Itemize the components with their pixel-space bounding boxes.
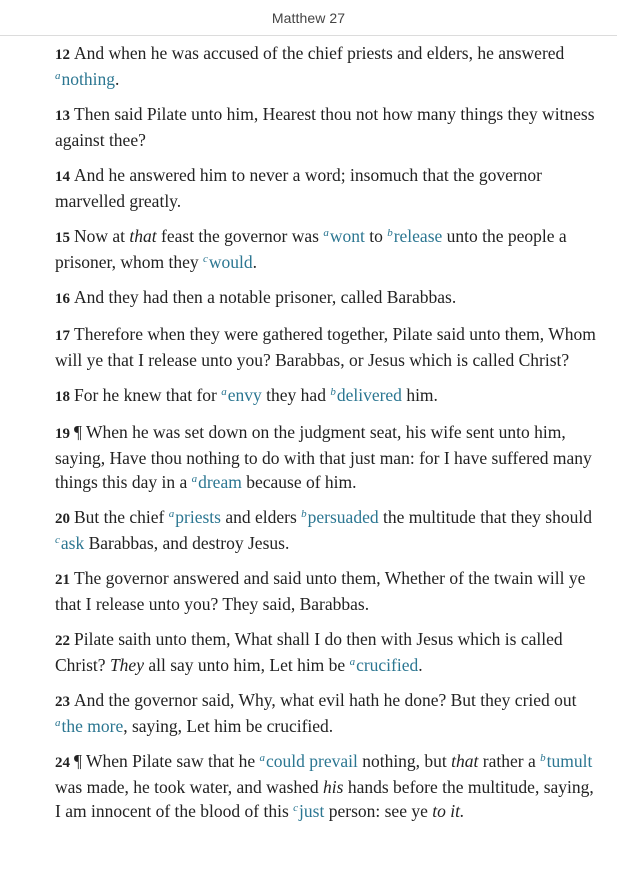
verse-text: they had xyxy=(261,385,331,405)
footnote-link[interactable] xyxy=(169,507,221,527)
verse-number[interactable]: 22 xyxy=(55,633,70,649)
verse-number[interactable]: 21 xyxy=(55,572,70,588)
scripture-content xyxy=(0,36,617,823)
footnote-link[interactable] xyxy=(55,69,115,89)
footnote-link[interactable] xyxy=(330,385,402,405)
verse-13 xyxy=(55,102,599,152)
verse-number[interactable]: 16 xyxy=(55,291,70,307)
verse-number[interactable]: 23 xyxy=(55,694,70,710)
footnote-link[interactable] xyxy=(323,226,365,246)
verse-text: For he knew that for xyxy=(74,385,222,405)
verse-12 xyxy=(55,41,599,91)
verse-text: all say unto him, Let him be xyxy=(143,655,350,675)
footnote-link[interactable] xyxy=(350,655,419,675)
verse-text: . xyxy=(252,252,258,272)
chapter-header xyxy=(0,0,617,36)
verse-text: feast the governor was xyxy=(156,226,324,246)
footnote-word[interactable]: persuaded xyxy=(307,507,379,527)
footnote-word[interactable]: envy xyxy=(227,385,262,405)
footnote-word[interactable]: release xyxy=(393,226,443,246)
verse-text: And the governor said, Why, what evil hath he done? But they cried out xyxy=(74,690,577,710)
verse-number[interactable]: 18 xyxy=(55,389,70,405)
verse-number[interactable]: 17 xyxy=(55,328,70,344)
verse-text: and elders xyxy=(220,507,302,527)
verse-text: the multitude that they should xyxy=(378,507,592,527)
footnote-marker[interactable]: b xyxy=(301,508,307,520)
verse-16 xyxy=(55,285,599,311)
verse-19 xyxy=(55,420,599,494)
footnote-word[interactable]: priests xyxy=(175,507,221,527)
verse-text: Barabbas, and destroy Jesus. xyxy=(84,533,290,553)
footnote-word[interactable]: wont xyxy=(329,226,365,246)
italic-text: They xyxy=(109,655,144,675)
verse-text: Therefore when they were gathered together, Pilate said unto them, Whom will ye that I release unto you? Barabbas, or Jesus which is called Christ? xyxy=(55,324,596,370)
verse-number[interactable]: 12 xyxy=(55,47,70,63)
footnote-marker[interactable]: b xyxy=(387,227,393,239)
verse-text: rather a xyxy=(478,751,541,771)
footnote-link[interactable] xyxy=(387,226,442,246)
verse-text: And they had then a notable prisoner, called Barabbas. xyxy=(74,287,457,307)
footnote-link[interactable] xyxy=(221,385,262,405)
verse-number[interactable]: 20 xyxy=(55,511,70,527)
footnote-word[interactable]: delivered xyxy=(336,385,402,405)
verse-21 xyxy=(55,566,599,616)
footnote-word[interactable]: nothing xyxy=(61,69,115,89)
footnote-marker[interactable]: b xyxy=(330,386,336,398)
footnote-word[interactable]: tumult xyxy=(546,751,593,771)
verse-number[interactable]: 15 xyxy=(55,230,70,246)
footnote-marker[interactable]: a xyxy=(259,752,265,764)
verse-text: nothing, but xyxy=(357,751,452,771)
footnote-marker[interactable]: a xyxy=(221,386,227,398)
verse-text: Then said Pilate unto him, Hearest thou not how many things they witness against thee? xyxy=(55,104,595,150)
verse-15 xyxy=(55,224,599,274)
verse-text: ¶ When Pilate saw that he xyxy=(74,751,260,771)
footnote-marker[interactable]: a xyxy=(191,473,198,485)
verse-22 xyxy=(55,627,599,677)
verse-text: . xyxy=(114,69,120,89)
verse-text: because of him. xyxy=(241,472,357,492)
verse-text: The governor answered and said unto them, Whether of the twain will ye that I release unto you? They said, Barabbas. xyxy=(55,568,586,614)
verse-text: But the chief xyxy=(74,507,169,527)
verse-18 xyxy=(55,383,599,409)
verse-14 xyxy=(55,163,599,213)
verse-text: , saying, Let him be crucified. xyxy=(123,716,334,736)
chapter-title: Matthew 27 xyxy=(271,9,346,26)
footnote-word[interactable]: ask xyxy=(60,533,85,553)
footnote-word[interactable]: could prevail xyxy=(265,751,358,771)
footnote-word[interactable]: dream xyxy=(198,472,242,492)
verse-text: Now at xyxy=(74,226,130,246)
verse-text: . xyxy=(418,655,423,675)
footnote-marker[interactable]: c xyxy=(293,802,299,814)
italic-text: his xyxy=(323,777,344,797)
verse-text: to xyxy=(364,226,388,246)
footnote-link[interactable] xyxy=(259,751,357,771)
footnote-marker[interactable]: c xyxy=(203,253,208,265)
verse-text: person: see ye xyxy=(324,801,433,821)
footnote-word[interactable]: crucified xyxy=(356,655,419,675)
footnote-marker[interactable]: a xyxy=(323,227,329,239)
italic-text: to it. xyxy=(432,801,465,821)
footnote-marker[interactable]: b xyxy=(540,752,546,764)
verse-text: Pilate saith unto them, What shall I do then with Jesus which is called Christ? xyxy=(55,629,563,675)
verse-17 xyxy=(55,322,599,372)
verse-23 xyxy=(55,688,599,738)
verse-text: him. xyxy=(401,385,438,405)
verse-number[interactable]: 14 xyxy=(55,169,70,185)
footnote-link[interactable] xyxy=(55,533,84,553)
footnote-link[interactable] xyxy=(55,716,123,736)
verse-24 xyxy=(55,749,599,823)
footnote-marker[interactable]: a xyxy=(55,717,61,729)
footnote-marker[interactable]: a xyxy=(55,70,61,82)
footnote-link[interactable] xyxy=(192,472,242,492)
footnote-link[interactable] xyxy=(203,252,253,272)
italic-text: that xyxy=(129,226,157,246)
footnote-marker[interactable]: a xyxy=(168,508,175,520)
verse-number[interactable]: 13 xyxy=(55,108,70,124)
footnote-word[interactable]: the more xyxy=(61,716,124,736)
footnote-link[interactable] xyxy=(293,801,324,821)
verse-text: And he answered him to never a word; insomuch that the governor marvelled greatly. xyxy=(55,165,542,211)
verse-20 xyxy=(55,505,599,555)
verse-text: unto the people a prisoner, whom they xyxy=(55,226,567,272)
footnote-word[interactable]: would xyxy=(208,252,253,272)
verse-text: hands before the multitude, saying, I am innocent of the blood of this xyxy=(55,777,594,821)
verse-text: was made, he took water, and washed xyxy=(55,777,324,797)
verse-text: And when he was accused of the chief priests and elders, he answered xyxy=(74,43,565,63)
verse-text: ¶ When he was set down on the judgment seat, his wife sent unto him, saying, Have thou nothing to do with that just man: for I have suffered many things this day in a xyxy=(55,422,592,492)
footnote-link[interactable] xyxy=(540,751,592,771)
footnote-marker[interactable]: a xyxy=(349,656,356,668)
footnote-link[interactable] xyxy=(301,507,378,527)
verse-number[interactable]: 24 xyxy=(55,755,70,771)
verse-number[interactable]: 19 xyxy=(55,426,70,442)
footnote-word[interactable]: just xyxy=(299,801,325,821)
footnote-marker[interactable]: c xyxy=(55,534,60,546)
italic-text: that xyxy=(451,751,479,771)
